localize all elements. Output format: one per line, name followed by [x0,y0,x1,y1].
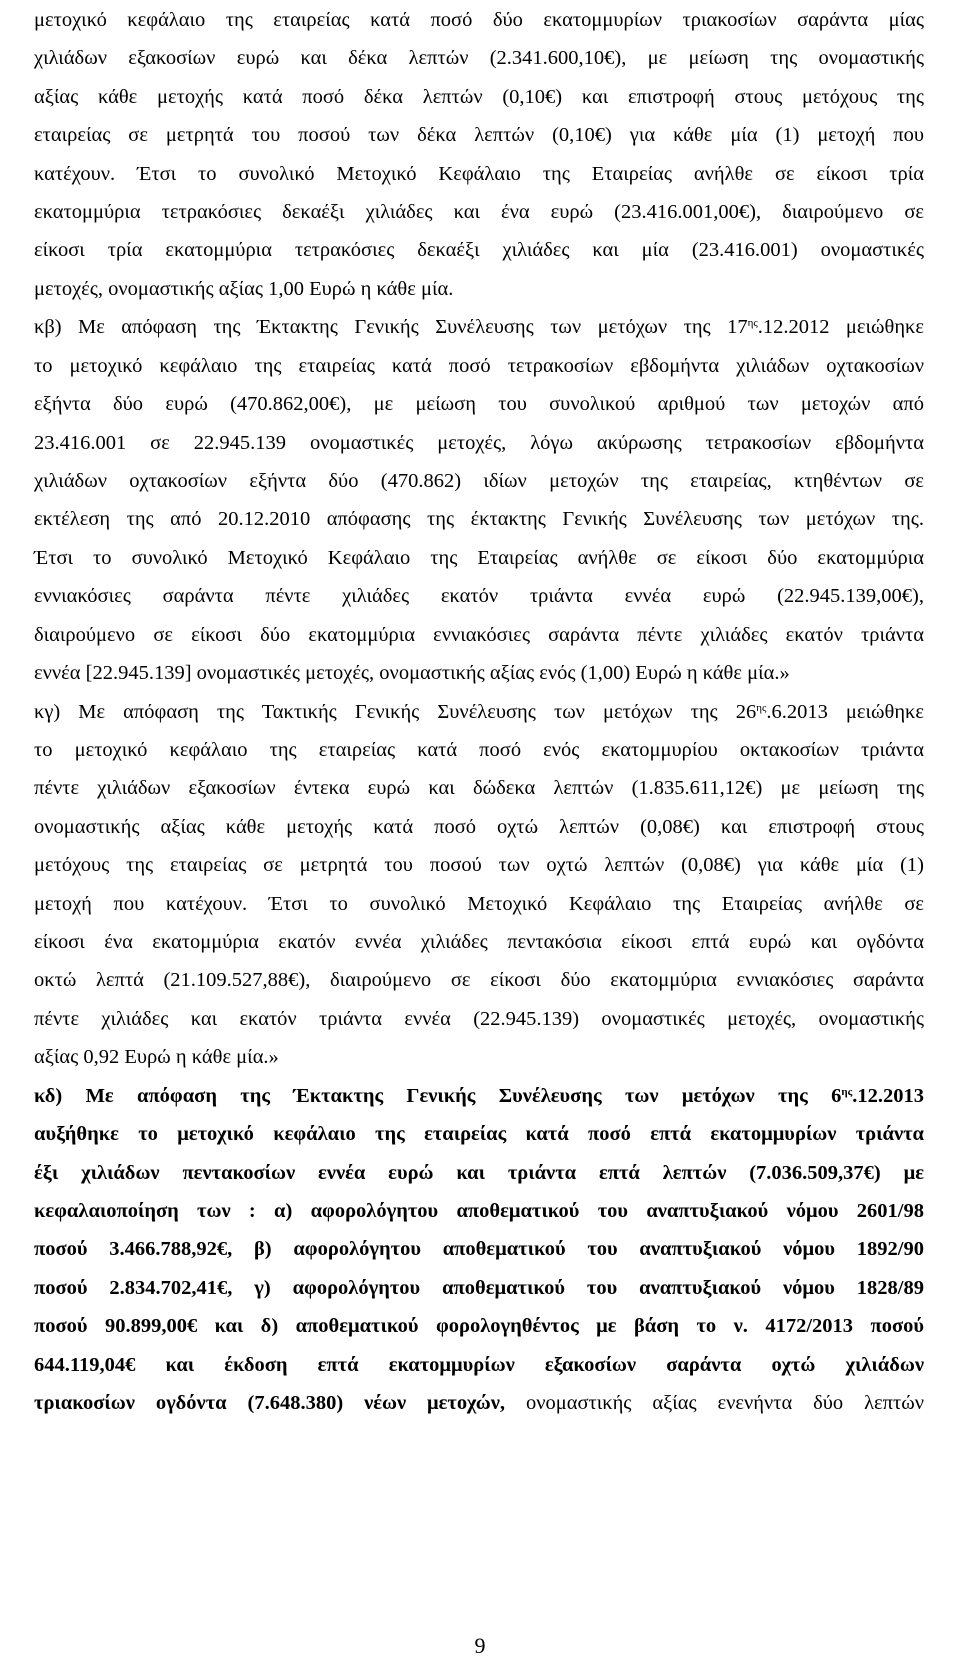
body-text-line: το μετοχικό κεφάλαιο της εταιρείας κατά ποσό τετρακοσίων εβδομήντα χιλιάδων οχτακοσίων [34,355,924,377]
body-text-line: χιλιάδων εξακοσίων ευρώ και δέκα λεπτών (2.341.600,10€), με μείωση της ονομαστικής [34,47,924,69]
mixed-weight-text-line [34,1385,924,1421]
body-text-line: οκτώ λεπτά (21.109.527,88€), διαιρούμενο σε είκοσι δύο εκατομμύρια εννιακόσιες σαράντα [34,969,924,991]
body-text-line: εννέα [22.945.139] ονομαστικές μετοχές, ονομαστικής αξίας ενός (1,00) Ευρώ η κάθε μία.» [34,662,790,684]
regular-text-run: ονομαστικής αξίας ενενήντα δύο λεπτών [505,1392,924,1414]
body-text-line: εννιακόσιες σαράντα πέντε χιλιάδες εκατόν τριάντα εννέα ευρώ (22.945.139,00€), [34,585,924,607]
body-text-line: εταιρείας σε μετρητά του ποσού των δέκα λεπτών (0,10€) για κάθε μία (1) μετοχή που [34,124,924,146]
paragraph-kg-heading-start: κγ) Με απόφαση της Τακτικής Γενικής Συνέλευσης των μετόχων της 26 [34,701,757,723]
body-text-line: πέντε χιλιάδες και εκατόν τριάντα εννέα (22.945.139) ονομαστικές μετοχές, ονομαστικής [34,1008,924,1030]
body-text-line: 23.416.001 σε 22.945.139 ονομαστικές μετοχές, λόγω ακύρωσης τετρακοσίων εβδομήντα [34,432,924,454]
paragraph-kb-heading-end: .12.2012 μειώθηκε [757,316,924,338]
paragraph-kb-heading-line [34,309,924,345]
paragraph-kg-heading-end: .6.2013 μειώθηκε [766,701,924,723]
paragraph-kb-heading-start: κβ) Με απόφαση της Έκτακτης Γενικής Συνέλευσης των μετόχων της 17 [34,316,748,338]
body-text-line: το μετοχικό κεφάλαιο της εταιρείας κατά ποσό ενός εκατομμυρίου οκτακοσίων τριάντα [34,739,924,761]
body-text-line: εξήντα δύο ευρώ (470.862,00€), με μείωση του συνολικού αριθμού των μετοχών από [34,393,924,415]
paragraph-kd-heading-start: κδ) Με απόφαση της Έκτακτης Γενικής Συνέλευσης των μετόχων της 6 [34,1085,842,1107]
body-text-line: ποσού 90.899,00€ και δ) αποθεματικού φορολογηθέντος με βάση το ν. 4172/2013 ποσού [34,1315,924,1337]
body-text-line: είκοσι τρία εκατομμύρια τετρακόσιες δεκαέξι χιλιάδες και μία (23.416.001) ονομαστικές [34,239,924,261]
ordinal-suffix: ης [756,702,767,714]
body-text-line: μετόχους της εταιρείας σε μετρητά του ποσού των οχτώ λεπτών (0,08€) για κάθε μία (1) [34,854,924,876]
paragraph-kd-heading-line [34,1078,924,1114]
body-text-line: 644.119,04€ και έκδοση επτά εκατομμυρίων εξακοσίων σαράντα οχτώ χιλιάδων [34,1354,924,1376]
body-text-line: κεφαλαιοποίηση των : α) αφορολόγητου αποθεματικού του αναπτυξιακού νόμου 2601/98 [34,1200,924,1222]
body-text-line: αξίας κάθε μετοχής κατά ποσό δέκα λεπτών (0,10€) και επιστροφή στους μετόχους της [34,86,924,108]
body-text-line: πέντε χιλιάδων εξακοσίων έντεκα ευρώ και δώδεκα λεπτών (1.835.611,12€) με μείωση της [34,777,924,799]
body-text-line: κατέχουν. Έτσι το συνολικό Μετοχικό Κεφάλαιο της Εταιρείας ανήλθε σε είκοσι τρία [34,163,924,185]
body-text-line: μετοχικό κεφάλαιο της εταιρείας κατά ποσό δύο εκατομμυρίων τριακοσίων σαράντα μίας [34,9,924,31]
body-text-line: χιλιάδων οχτακοσίων εξήντα δύο (470.862) ιδίων μετοχών της εταιρείας, κτηθέντων σε [34,470,924,492]
body-text-line: ονομαστικής αξίας κάθε μετοχής κατά ποσό οχτώ λεπτών (0,08€) και επιστροφή στους [34,816,924,838]
body-text-line: έξι χιλιάδων πεντακοσίων εννέα ευρώ και τριάντα επτά λεπτών (7.036.509,37€) με [34,1162,924,1184]
ordinal-suffix: ης [841,1086,853,1098]
ordinal-suffix: ης [747,317,758,329]
body-text-line: αυξήθηκε το μετοχικό κεφάλαιο της εταιρείας κατά ποσό επτά εκατομμυρίων τριάντα [34,1123,924,1145]
bold-text-run: τριακοσίων ογδόντα (7.648.380) νέων μετοχών, [34,1392,506,1414]
body-text-line: αξίας 0,92 Ευρώ η κάθε μία.» [34,1046,279,1068]
page-number: 9 [474,1633,486,1658]
body-text-line: ποσού 3.466.788,92€, β) αφορολόγητου αποθεματικού του αναπτυξιακού νόμου 1892/90 [34,1238,924,1260]
paragraph-kd-heading-end: .12.2013 [852,1085,924,1107]
body-text-line: μετοχές, ονομαστικής αξίας 1,00 Ευρώ η κάθε μία. [34,278,454,300]
paragraph-kg-heading-line [34,694,924,730]
body-text-line: μετοχή που κατέχουν. Έτσι το συνολικό Μετοχικό Κεφάλαιο της Εταιρείας ανήλθε σε [34,893,924,915]
body-text-line: εκτέλεση της από 20.12.2010 απόφασης της έκτακτης Γενικής Συνέλευσης των μετόχων της. [34,508,924,530]
body-text-line: εκατομμύρια τετρακόσιες δεκαέξι χιλιάδες και ένα ευρώ (23.416.001,00€), διαιρούμενο σε [34,201,924,223]
body-text-line: είκοσι ένα εκατομμύρια εκατόν εννέα χιλιάδες πεντακόσια είκοσι επτά ευρώ και ογδόντα [34,931,924,953]
body-text-line: Έτσι το συνολικό Μετοχικό Κεφάλαιο της Εταιρείας ανήλθε σε είκοσι δύο εκατομμύρια [34,547,924,569]
body-text-line: διαιρούμενο σε είκοσι δύο εκατομμύρια εννιακόσιες σαράντα πέντε χιλιάδες εκατόν τριάντα [34,624,924,646]
body-text-line: ποσού 2.834.702,41€, γ) αφορολόγητου αποθεματικού του αναπτυξιακού νόμου 1828/89 [34,1277,924,1299]
